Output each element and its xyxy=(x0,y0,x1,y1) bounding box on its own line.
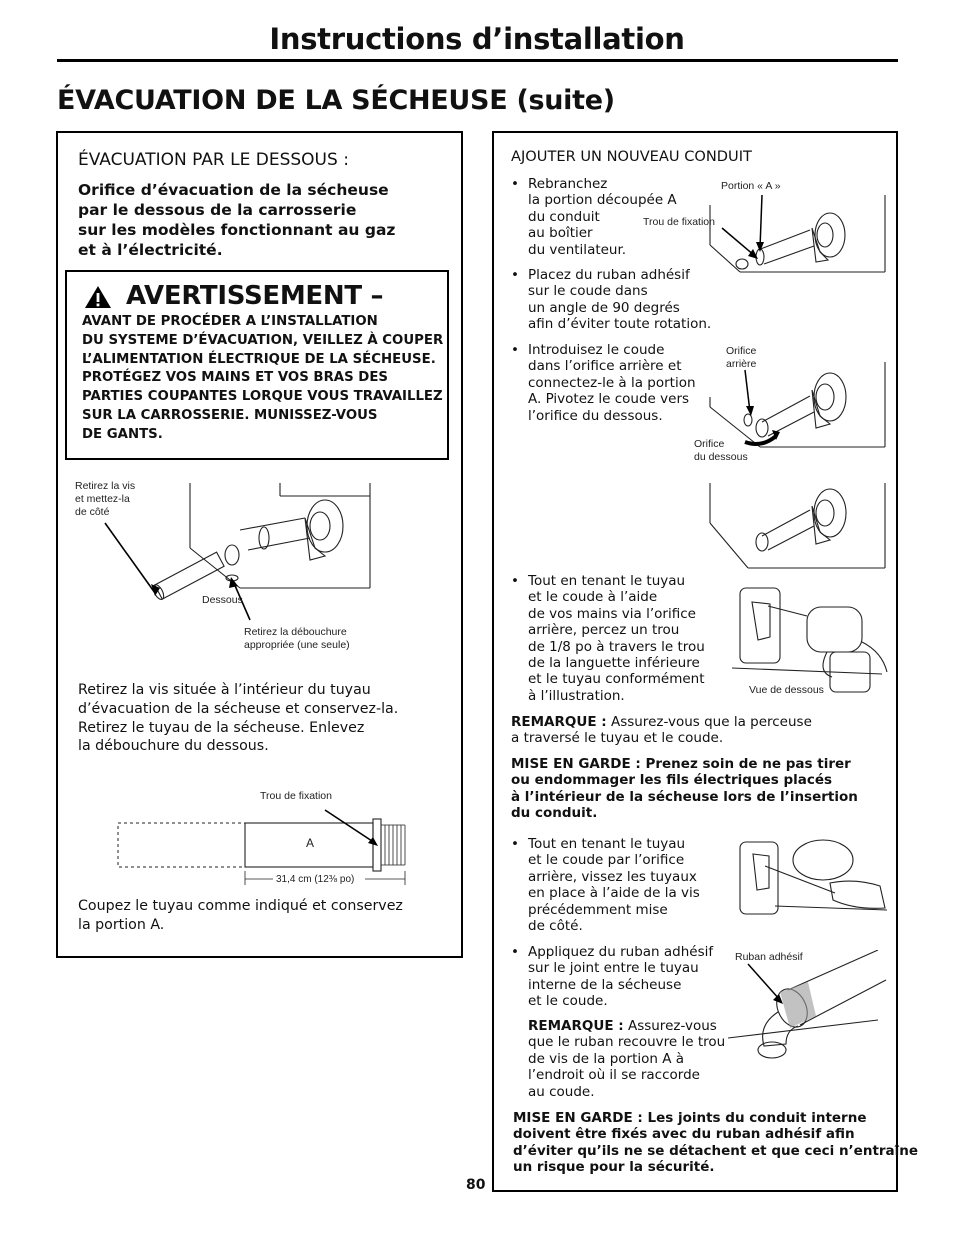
cut-pipe-illustration xyxy=(110,805,410,887)
remove-screw-caption: Retirez la vis et mettez-la de côté xyxy=(75,480,136,518)
section-title: ÉVACUATION DE LA SÉCHEUSE (suite) xyxy=(57,85,615,116)
portion-a-caption: Portion « A » xyxy=(721,180,781,192)
bullet-apply-tape: • Appliquez du ruban adhésif sur le joint entre le tuyau interne de la sécheuse et le coude. xyxy=(511,944,714,1010)
reconnect-duct-illustration xyxy=(700,190,890,275)
bullet-screw-pipes: • Tout en tenant le tuyau et le coude par l’orifice arrière, vissez les tuyaux en place à l’aide de la vis précédemment mise de côté. xyxy=(511,836,700,935)
bottom-caption: Dessous xyxy=(202,594,243,606)
mounting-hole-caption: Trou de fixation xyxy=(260,790,332,802)
screwdriver-illustration xyxy=(735,838,890,920)
bullet-insert-elbow: • Introduisez le coude dans l’orifice arrière et connectez-le à la portion A. Pivotez le coude vers l’orifice du dessous. xyxy=(511,342,696,424)
dryer-bottom-exhaust-illustration xyxy=(100,478,390,623)
page-header-title: Instructions d’installation xyxy=(269,22,685,56)
tape-caption: Ruban adhésif xyxy=(735,951,803,963)
warning-title: AVERTISSEMENT – xyxy=(126,281,384,311)
warning-text: AVANT DE PROCÉDER A L’INSTALLATION DU SYSTEME D’ÉVACUATION, VEILLEZ À COUPER L’ALIMENTATION ÉLECTRIQUE DE LA SÉCHEUSE. PROTÉGEZ VOS MAINS ET VOS BRAS DES PARTIES COUPANTES LORQUE VOUS TRAVAILLEZ SUR LA CARROSSERIE. MUNISSEZ-VOUS DE GANTS. xyxy=(82,314,444,442)
knockout-caption: Retirez la débouchure appropriée (une seule) xyxy=(244,626,350,651)
page-number: 80 xyxy=(466,1177,486,1193)
note-drill: REMARQUE : Assurez-vous que la perceuse a traversé le tuyau et le coude. xyxy=(511,714,812,747)
note-tape: REMARQUE : Assurez-vous que le ruban recouvre le trou de vis de la portion A à l’endroit où il se raccorde au coude. xyxy=(528,1018,726,1100)
left-intro: Orifice d’évacuation de la sécheuse par le dessous de la carrosserie sur les modèles fonctionnant au gaz et à l’électricité. xyxy=(78,181,396,259)
bullet-reconnect: • Rebranchez la portion découpée A du conduit au boîtier du ventilateur. xyxy=(511,176,677,258)
tape-joint-illustration xyxy=(728,950,888,1065)
left-paragraph-2: Coupez le tuyau comme indiqué et conservez la portion A. xyxy=(78,898,403,933)
right-heading: AJOUTER UN NOUVEAU CONDUIT xyxy=(511,148,752,165)
measure-label: 31,4 cm (12⅜ po) xyxy=(276,874,355,885)
bullet-tape-elbow: • Placez du ruban adhésif sur le coude dans un angle de 90 degrés afin d’éviter toute rotation. xyxy=(511,267,712,333)
caution-joints: MISE EN GARDE : Les joints du conduit interne doivent être fixés avec du ruban adhésif afin d’éviter qu’ils ne se détachent et que ceci n’entraîne un risque pour la sécurité. xyxy=(513,1110,919,1176)
drill-illustration xyxy=(732,582,892,700)
rear-port-caption: Orifice arrière xyxy=(726,345,757,370)
warning-triangle-icon xyxy=(84,285,112,309)
caution-wires: MISE EN GARDE : Prenez soin de ne pas tirer ou endommager les fils électriques placés à l’intérieur de la sécheuse lors de l’insertion du conduit. xyxy=(511,756,858,822)
rotated-elbow-illustration xyxy=(700,478,890,573)
header-rule xyxy=(57,59,898,62)
bullet-drill-hole: • Tout en tenant le tuyau et le coude à l’aide de vos mains via l’orifice arrière, percez un trou de 1/8 po à travers le trou de la languette inférieure et le tuyau conformément à l’illustration. xyxy=(511,573,705,704)
bottom-port-caption: Orifice du dessous xyxy=(694,438,748,463)
fixation-hole-caption: Trou de fixation xyxy=(643,216,715,228)
left-heading: ÉVACUATION PAR LE DESSOUS : xyxy=(78,150,349,170)
bottom-view-caption: Vue de dessous xyxy=(749,684,824,696)
left-paragraph-1: Retirez la vis située à l’intérieur du tuyau d’évacuation de la sécheuse et conservez-la. Retirez le tuyau de la sécheuse. Enlevez la débouchure du dessous. xyxy=(78,682,399,755)
portion-a-label: A xyxy=(306,836,315,850)
